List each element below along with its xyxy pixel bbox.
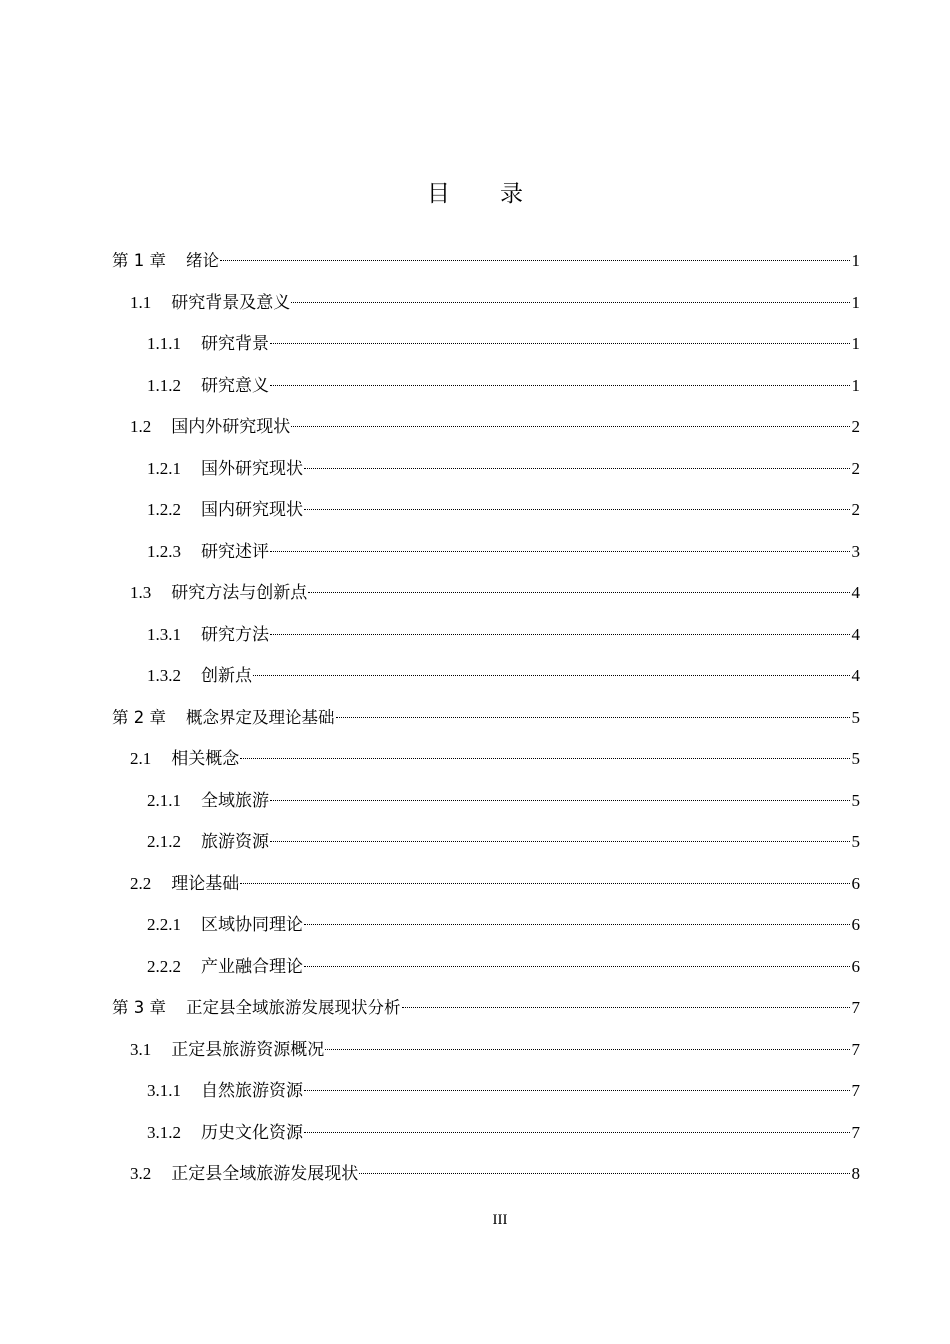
toc-entry[interactable] [112, 1153, 860, 1195]
toc-entry-label: 自然旅游资源 [201, 1081, 303, 1100]
toc-dot-leader [304, 966, 850, 967]
toc-entry[interactable] [112, 863, 860, 905]
toc-entry-number: 第 3 章 [112, 998, 166, 1017]
toc-entry-number: 第 2 章 [112, 707, 166, 727]
toc-entry-label: 国内研究现状 [201, 500, 303, 519]
toc-entry-label: 旅游资源 [201, 832, 269, 851]
toc-entry-number: 2.2.1 [147, 915, 181, 934]
toc-entry-number: 1.3.1 [147, 624, 181, 644]
toc-dot-leader [304, 924, 850, 925]
toc-title [0, 178, 950, 210]
toc-entry-number: 第 1 章 [112, 251, 166, 270]
toc-dot-leader [291, 302, 849, 303]
toc-entry-label: 国内外研究现状 [171, 417, 291, 436]
toc-entry-page: 5 [851, 832, 860, 851]
toc-entry[interactable] [112, 780, 860, 822]
toc-entry[interactable] [112, 821, 860, 863]
toc-entry-label: 研究方法与创新点 [171, 583, 308, 602]
toc-entry[interactable] [112, 1029, 860, 1071]
toc-entry-number: 1.2.1 [147, 458, 181, 478]
toc-dot-leader [253, 675, 850, 676]
toc-entry-page: 1 [851, 292, 860, 312]
toc-entry-label: 研究背景及意义 [171, 292, 291, 312]
toc-entry-page: 1 [851, 334, 860, 353]
toc-entry-page: 5 [851, 790, 860, 810]
toc-entry[interactable] [112, 282, 860, 324]
toc-dot-leader [402, 1007, 850, 1008]
toc-dot-leader [270, 800, 850, 801]
toc-entry-page: 8 [851, 1164, 860, 1183]
toc-entry[interactable] [112, 406, 860, 448]
toc-entry-page: 2 [851, 458, 860, 478]
toc-entry-number: 2.1 [130, 749, 152, 768]
toc-entry-number: 1.1.2 [147, 375, 181, 395]
toc-dot-leader [270, 551, 850, 552]
toc-entry-page: 3 [851, 541, 860, 561]
toc-entry-page: 6 [851, 915, 860, 934]
toc-entry-label: 正定县旅游资源概况 [171, 1039, 325, 1059]
toc-entry-page: 6 [851, 956, 860, 976]
toc-entry-label: 研究方法 [201, 624, 269, 644]
toc-entry-label: 研究述评 [201, 541, 269, 561]
toc-dot-leader [336, 717, 850, 718]
toc-dot-leader [270, 343, 850, 344]
toc-entry[interactable] [112, 489, 860, 531]
toc-entry-page: 7 [851, 1039, 860, 1059]
toc-entry-label: 国外研究现状 [201, 458, 303, 478]
toc-dot-leader [359, 1173, 849, 1174]
toc-dot-leader [270, 385, 850, 386]
toc-entry-page: 4 [851, 583, 860, 602]
toc-entry-page: 7 [851, 1081, 860, 1100]
toc-entry-number: 3.2 [130, 1164, 152, 1183]
toc-entry-label: 研究背景 [201, 334, 269, 353]
toc-dot-leader [304, 1132, 850, 1133]
toc-entry-page: 4 [851, 666, 860, 685]
toc-title-part2: 录 [500, 181, 523, 207]
toc-entry[interactable] [112, 614, 860, 656]
toc-entry[interactable] [112, 1070, 860, 1112]
toc-entry-page: 1 [851, 251, 860, 270]
toc-title-part1: 目 [427, 181, 450, 207]
toc-dot-leader [240, 883, 849, 884]
toc-entry-number: 3.1.1 [147, 1081, 181, 1100]
toc-entry-label: 概念界定及理论基础 [186, 707, 335, 727]
toc-entry[interactable] [112, 323, 860, 365]
toc-entry-number: 1.3.2 [147, 666, 181, 685]
toc-entry-number: 2.1.1 [147, 790, 181, 810]
toc-entry-label: 研究意义 [201, 375, 269, 395]
toc-dot-leader [291, 426, 849, 427]
toc-entry-label: 绪论 [186, 251, 219, 270]
toc-entry-number: 2.2.2 [147, 956, 181, 976]
toc-entry[interactable] [112, 365, 860, 407]
toc-entry[interactable] [112, 987, 860, 1029]
toc-entry-page: 4 [851, 624, 860, 644]
toc-entry-number: 1.2 [130, 417, 152, 436]
toc-entry-number: 1.1.1 [147, 334, 181, 353]
toc-entry-page: 2 [851, 417, 860, 436]
toc-entry[interactable] [112, 448, 860, 490]
toc-dot-leader [240, 758, 849, 759]
toc-entry-page: 2 [851, 500, 860, 519]
toc-entry-label: 产业融合理论 [201, 956, 303, 976]
toc-dot-leader [270, 841, 850, 842]
toc-entry-number: 1.2.2 [147, 500, 181, 519]
toc-entry-label: 相关概念 [171, 749, 240, 768]
toc-entry[interactable] [112, 1112, 860, 1154]
toc-entry-page: 6 [851, 873, 860, 893]
toc-entry[interactable] [112, 738, 860, 780]
toc-entry-page: 7 [851, 998, 860, 1017]
toc-dot-leader [308, 592, 849, 593]
toc-dot-leader [220, 260, 850, 261]
page-number: III [492, 1212, 508, 1228]
toc-entry-number: 1.2.3 [147, 541, 181, 561]
toc-list [112, 240, 860, 1195]
toc-entry-label: 正定县全域旅游发展现状分析 [186, 998, 401, 1017]
toc-entry-label: 全域旅游 [201, 790, 269, 810]
toc-entry[interactable] [112, 531, 860, 573]
toc-entry-number: 1.3 [130, 583, 152, 602]
toc-dot-leader [325, 1049, 849, 1050]
toc-entry-page: 1 [851, 375, 860, 395]
toc-entry-number: 3.1.2 [147, 1122, 181, 1142]
toc-entry-number: 2.2 [130, 873, 152, 893]
toc-entry-number: 3.1 [130, 1039, 152, 1059]
toc-entry-number: 1.1 [130, 292, 152, 312]
toc-entry[interactable] [112, 904, 860, 946]
toc-entry-page: 5 [851, 707, 860, 727]
toc-dot-leader [304, 1090, 850, 1091]
toc-entry[interactable] [112, 240, 860, 282]
toc-entry[interactable] [112, 697, 860, 739]
toc-entry-label: 理论基础 [171, 873, 240, 893]
toc-entry-label: 历史文化资源 [201, 1122, 303, 1142]
toc-entry[interactable] [112, 946, 860, 988]
toc-entry[interactable] [112, 572, 860, 614]
toc-entry-number: 2.1.2 [147, 832, 181, 851]
toc-dot-leader [270, 634, 850, 635]
toc-entry-label: 创新点 [201, 666, 252, 685]
toc-entry-label: 正定县全域旅游发展现状 [171, 1164, 359, 1183]
toc-entry-label: 区域协同理论 [201, 915, 303, 934]
toc-dot-leader [304, 468, 850, 469]
toc-dot-leader [304, 509, 850, 510]
toc-entry-page: 5 [851, 749, 860, 768]
toc-entry-page: 7 [851, 1122, 860, 1142]
toc-entry[interactable] [112, 655, 860, 697]
